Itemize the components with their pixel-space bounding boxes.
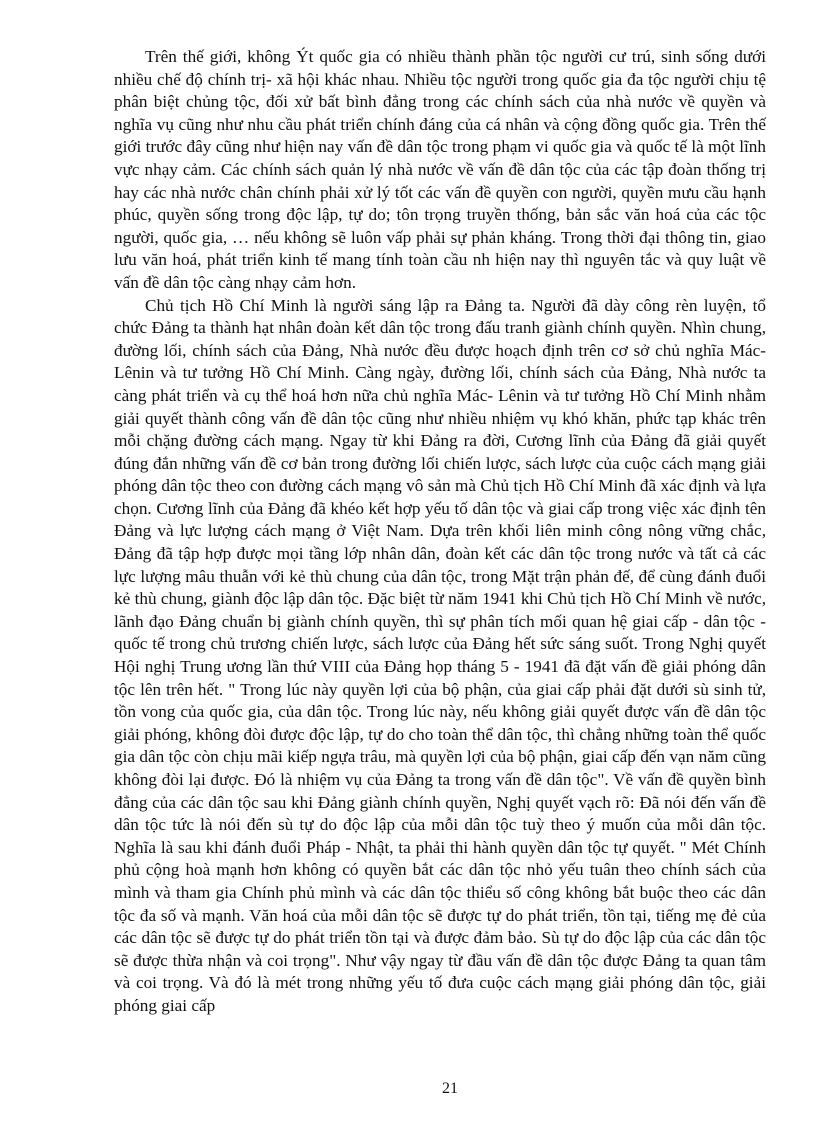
paragraph-2: Chủ tịch Hồ Chí Minh là người sáng lập ra Đảng ta. Người đã dày công rèn luyện, tổ chức Đảng ta thành hạt nhân đoàn kết dân tộc trong đấu tranh giành chính quyền. Nhìn chung, đường lối, chính sách của Đảng, Nhà nước đều được hoạch định trên cơ sở chủ nghĩa Mác- Lênin và tư tưởng Hồ Chí Minh. Càng ngày, đường lối, chính sách của Đảng, Nhà nước ta càng phát triển và cụ thể hoá hơn nữa chủ nghĩa Mác- Lênin và tư tưởng Hồ Chí Minh nhằm giải quyết thành công vấn đề dân tộc cũng như nhiều nhiệm vụ khó khăn, phức tạp khác trên mỗi chặng đường cách mạng. Ngay từ khi Đảng ra đời, Cương lĩnh của Đảng đã giải quyết đúng đắn những vấn đề cơ bản trong đường lối chiến lược, sách lược của cuộc cách mạng giải phóng dân tộc theo con đường cách mạng vô sản mà Chủ tịch Hồ Chí Minh đã xác định và lựa chọn. Cương lĩnh của Đảng đã khéo kết hợp yếu tố dân tộc và giai cấp trong việc xác định tên Đảng và lực lượng cách mạng ở Việt Nam. Dựa trên khối liên minh công nông vững chắc, Đảng đã tập hợp được mọi tầng lớp nhân dân, đoàn kết các dân tộc trong nước và tất cả các lực lượng mâu thuẫn với kẻ thù chung của dân tộc, trong Mặt trận phản đế, để cùng đánh đuổi kẻ thù chung, giành độc lập dân tộc. Đặc biệt từ năm 1941 khi Chủ tịch Hồ Chí Minh về nước, lãnh đạo Đảng chuẩn bị giành chính quyền, thì sự phân tích mối quan hệ giai cấp - dân tộc - quốc tế trong chủ trương chiến lược, sách lược của Đảng hết sức sáng suốt. Trong Nghị quyết Hội nghị Trung ương lần thứ VIII của Đảng họp tháng 5 - 1941 đã đặt vấn đề giải phóng dân tộc lên trên hết. " Trong lúc này quyền lợi của bộ phận, của giai cấp phải đặt dưới sù sinh tử, tồn vong của quốc gia, của dân tộc. Trong lúc này, nếu không giải quyết được vấn đề dân tộc giải phóng, không đòi được độc lập, tự do cho toàn thể dân tộc, thì chẳng những toàn thể quốc gia dân tộc còn chịu mãi kiếp ngựa trâu, mà quyền lợi của bộ phận, giai cấp đến vạn năm cũng không đòi lại được. Đó là nhiệm vụ của Đảng ta trong vấn đề dân tộc". Về vấn đề quyền bình đẳng của các dân tộc sau khi Đảng giành chính quyền, Nghị quyết vạch rõ: Đã nói đến vấn đề dân tộc tức là nói đến sù tự do độc lập của mỗi dân tộc tuỳ theo ý muốn của mỗi dân tộc. Nghĩa là sau khi đánh đuổi Pháp - Nhật, ta phải thi hành quyền dân tộc tự quyết. " Mét Chính phủ cộng hoà mạnh hơn không có quyền bắt các dân tộc nhỏ yếu tuân theo chính sách của mình và tham gia Chính phủ mình và các dân tộc thiểu số công không bắt buộc theo các dân tộc đa số và mạnh. Văn hoá của mỗi dân tộc sẽ được tự do phát triển, tồn tại, tiếng mẹ đẻ của các dân tộc sẽ được tự do phát triển tồn tại và được đảm bảo. Sù tự do độc lập của các dân tộc sẽ được thừa nhận và coi trọng". Như vậy ngay từ đầu vấn đề dân tộc được Đảng ta quan tâm và coi trọng. Và đó là mét trong những yếu tố đưa cuộc cách mạng giải phóng dân tộc, giải phóng giai cấp [114, 295, 766, 1015]
paragraph-1: Trên thế giới, không Ýt quốc gia có nhiều thành phần tộc người cư trú, sinh sống dưới nhiều chế độ chính trị- xã hội khác nhau. Nhiều tộc người trong quốc gia đa tộc người chịu tệ phân biệt chủng tộc, đối xử bất bình đẳng trong các chính sách của nhà nước về quyền và nghĩa vụ cũng như nhu cầu phát triển chính đáng của cá nhân và cộng đồng quốc gia. Trên thế giới trước đây cũng như hiện nay vấn đề dân tộc trong phạm vi quốc gia và quốc tế là một lĩnh vực nhạy cảm. Các chính sách quản lý nhà nước về vấn đề dân tộc của các tập đoàn thống trị hay các nhà nước chân chính phải xử lý tốt các vấn đề quyền con người, quyền mưu cầu hạnh phúc, quyền sống trong độc lập, tự do; tôn trọng truyền thống, bản sắc văn hoá của các tộc người, quốc gia, … nếu không sẽ luôn vấp phải sự phản kháng. Trong thời đại thông tin, giao lưu văn hoá, phát triển kinh tế mang tính toàn cầu nh hiện nay thì nguyên tắc và quy luật về vấn đề dân tộc càng nhạy cảm hơn. [114, 47, 766, 292]
body-text [114, 46, 766, 1018]
page-number: 21 [442, 1080, 458, 1097]
